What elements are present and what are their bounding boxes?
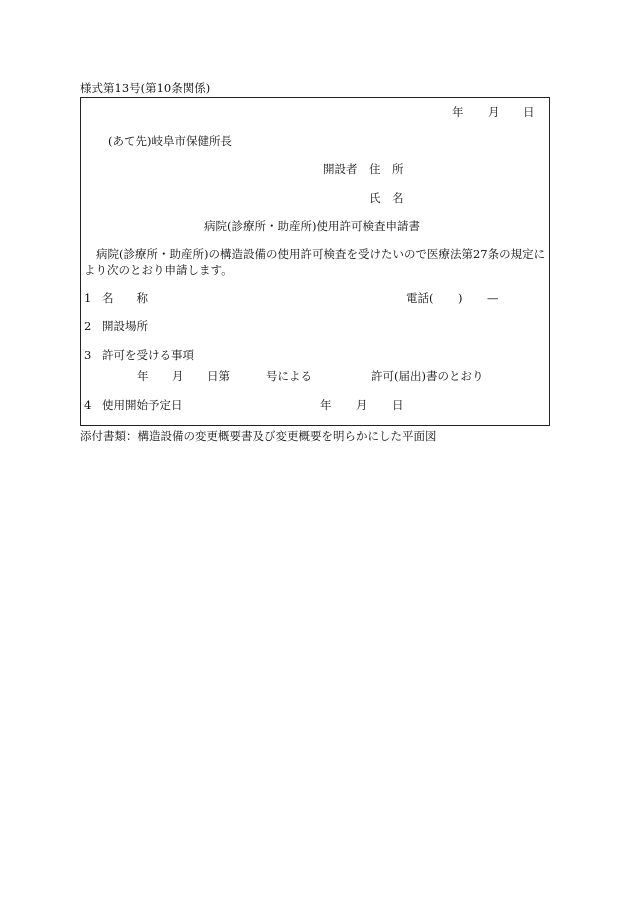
form-number: 様式第13号(第10条関係) bbox=[80, 81, 211, 95]
item-3-month: 月 bbox=[172, 369, 184, 383]
phone-label: 電話( bbox=[406, 291, 434, 305]
item-4-day: 日 bbox=[392, 398, 404, 412]
applicant-role-label: 開設者 bbox=[323, 162, 358, 176]
item-3-by-no: 号による bbox=[266, 369, 312, 383]
item-2-number: 2 bbox=[84, 319, 92, 333]
date-day-label: 日 bbox=[523, 105, 535, 119]
date-month-label: 月 bbox=[488, 105, 500, 119]
item-3-permit-text: 許可(届出)書のとおり bbox=[371, 369, 484, 383]
item-4-month: 月 bbox=[356, 398, 368, 412]
body-text-line-1: 病院(診療所・助産所)の構造設備の使用許可検査を受けたいので医療法第27条の規定に bbox=[96, 247, 546, 261]
document-title: 病院(診療所・助産所)使用許可検査申請書 bbox=[204, 219, 420, 233]
item-4-year: 年 bbox=[320, 398, 332, 412]
item-3-label: 許可を受ける事項 bbox=[102, 348, 194, 362]
item-3-year: 年 bbox=[137, 369, 149, 383]
applicant-address-label: 住 所 bbox=[369, 162, 404, 176]
applicant-name-label: 氏 名 bbox=[369, 191, 404, 205]
addressee: (あて先)岐阜市保健所長 bbox=[108, 134, 232, 148]
item-1-label: 名 称 bbox=[102, 291, 148, 305]
phone-close-paren: ) bbox=[458, 291, 463, 305]
item-3-number: 3 bbox=[84, 348, 92, 362]
body-text-line-2: より次のとおり申請します。 bbox=[84, 263, 233, 277]
attachments-note: 添付書類：構造設備の変更概要書及び変更概要を明らかにした平面図 bbox=[80, 429, 437, 443]
item-2-label: 開設場所 bbox=[102, 319, 148, 333]
item-1-number: 1 bbox=[84, 291, 92, 305]
date-year-label: 年 bbox=[452, 105, 464, 119]
item-4-number: 4 bbox=[84, 398, 92, 412]
item-3-day-no: 日第 bbox=[207, 369, 230, 383]
item-4-label: 使用開始予定日 bbox=[102, 398, 183, 412]
phone-dash: — bbox=[487, 291, 499, 305]
